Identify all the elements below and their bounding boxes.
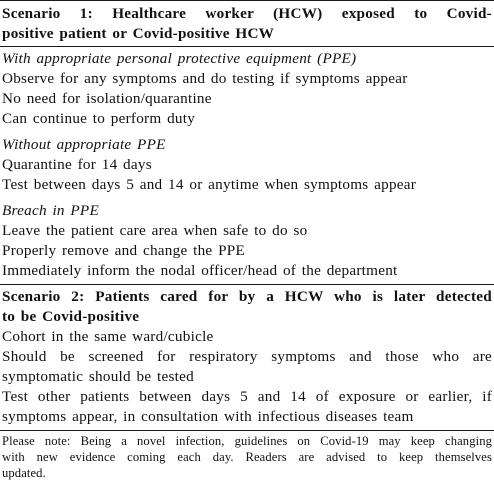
scenario2-item: Cohort in the same ward/cubicle (2, 328, 214, 345)
bottom-rule (0, 430, 494, 431)
breach-ppe-item: Properly remove and change the PPE (2, 242, 245, 259)
breach-ppe-item: Immediately inform the nodal officer/head of the department (2, 262, 398, 279)
breach-ppe-item: Leave the patient care area when safe to do so (2, 222, 308, 239)
scenario2-item: Should be screened for respiratory symptoms and those who are (2, 348, 492, 365)
scenario1-heading-rule (0, 46, 494, 47)
without-ppe-item: Test between days 5 and 14 or anytime when symptoms appear (2, 176, 417, 193)
top-rule (0, 0, 494, 1)
footnote-line1: Please note: Being a novel infection, guidelines on Covid-19 may keep changing (2, 434, 492, 448)
with-ppe-item: Observe for any symptoms and do testing if symptoms appear (2, 70, 408, 87)
scenario1-heading-line1: Scenario 1: Healthcare worker (HCW) exposed to Covid- (2, 5, 492, 22)
with-ppe-title: With appropriate personal protective equipment (PPE) (2, 50, 357, 67)
footnote-line2: with new evidence coming each day. Readers are advised to keep themselves (2, 450, 492, 464)
footnote-line3: updated. (2, 466, 46, 480)
without-ppe-item: Quarantine for 14 days (2, 156, 152, 173)
without-ppe-title: Without appropriate PPE (2, 136, 166, 153)
scenario2-item: symptomatic should be tested (2, 368, 194, 385)
scenario1-heading-line2: positive patient or Covid-positive HCW (2, 25, 275, 42)
scenario2-item: Test other patients between days 5 and 14 of exposure or earlier, if (2, 388, 492, 405)
with-ppe-item: No need for isolation/quarantine (2, 90, 212, 107)
scenario2-heading-line1: Scenario 2: Patients cared for by a HCW who is later detected (2, 288, 492, 305)
with-ppe-item: Can continue to perform duty (2, 110, 196, 127)
scenario2-item: symptoms appear, in consultation with infectious diseases team (2, 408, 414, 425)
scenario2-heading-line2: to be Covid-positive (2, 308, 140, 325)
scenario-divider-rule (0, 284, 494, 285)
breach-ppe-title: Breach in PPE (2, 202, 99, 219)
